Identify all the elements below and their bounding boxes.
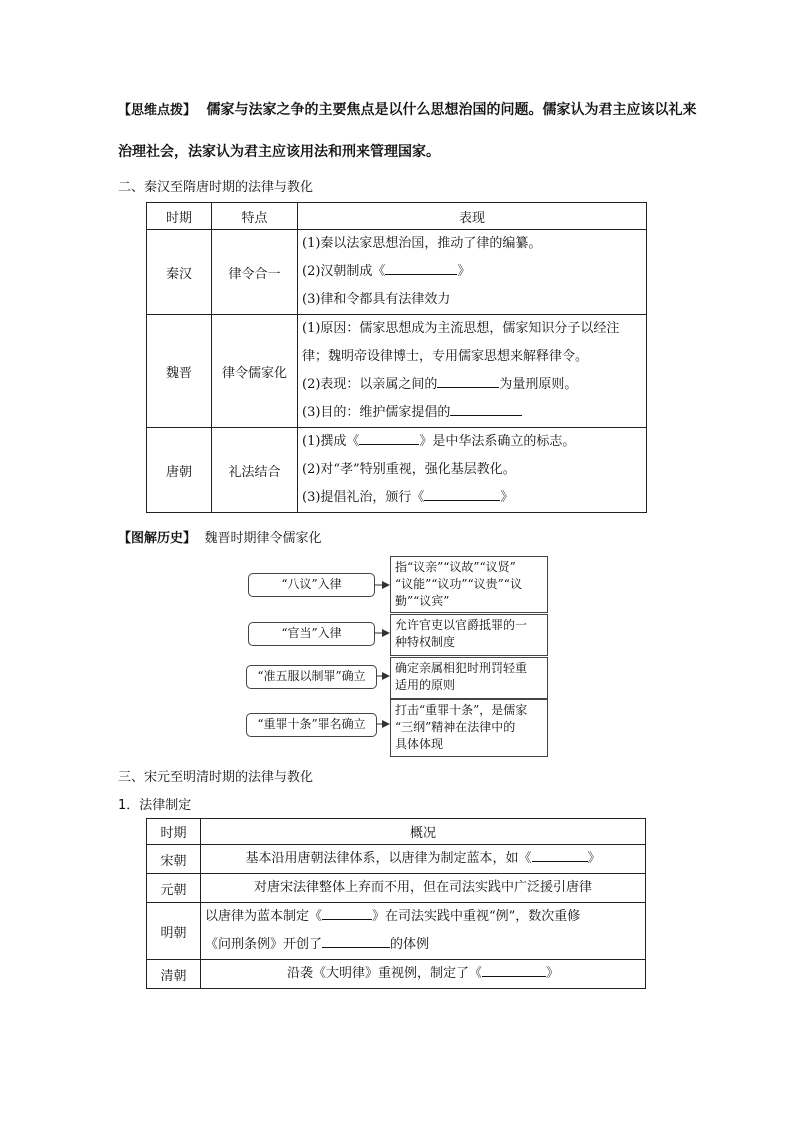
diagram-left-box: “重罪十条”罪名确立 — [246, 713, 377, 737]
table-row — [147, 960, 646, 989]
detail-text: 》 — [500, 490, 514, 505]
table-header-row — [147, 819, 646, 845]
tip-text-line2: 治理社会，法家认为君主应该用法和刑来管理国家。 — [118, 144, 440, 160]
period-cell: 清朝 — [147, 960, 201, 989]
period-cell: 唐朝 — [147, 428, 212, 513]
detail-text: (3)律和令都具有法律效力 — [302, 292, 451, 307]
overview-text: 以唐律为蓝本制定《 — [205, 909, 323, 924]
overview-text: 《问刑条例》开创了 — [205, 937, 323, 952]
detail-text: (1)撰成《 — [302, 434, 360, 449]
fill-blank[interactable] — [322, 907, 372, 920]
fill-blank[interactable] — [322, 935, 390, 948]
period-cell: 元朝 — [147, 874, 201, 903]
overview-text: 》 — [587, 851, 601, 866]
period-cell: 明朝 — [147, 903, 201, 960]
diagram-text: 勤”“议宾” — [395, 594, 450, 608]
period-cell: 宋朝 — [147, 845, 201, 874]
diagram-left-box: “八议”入律 — [248, 573, 375, 597]
diagram-text: “三纲”精神在法律中的 — [395, 720, 516, 734]
diagram-left-box: “准五服以制罪”确立 — [246, 665, 377, 689]
diagram-text: 适用的原则 — [395, 678, 456, 692]
table-row — [147, 874, 646, 903]
diagram-text: 指“议亲”“议故”“议贤” — [395, 560, 516, 574]
detail-text: 》 — [457, 264, 471, 279]
detail-text: (3)提倡礼治，颁行《 — [302, 490, 425, 505]
detail-text: 为量刑原则。 — [499, 377, 578, 392]
detail-text: (2)对“孝”特别重视，强化基层教化。 — [302, 462, 516, 477]
detail-text: 》是中华法系确立的标志。 — [419, 434, 576, 449]
diagram-text: 种特权制度 — [395, 635, 456, 649]
overview-cell — [201, 845, 646, 874]
diagram-text: 允许官吏以官爵抵罪的一 — [395, 618, 528, 632]
table-row — [147, 903, 646, 960]
overview-text: 对唐宋法律整体上弃而不用，但在司法实践中广泛援引唐律 — [253, 880, 592, 895]
detail-text: (1)原因：儒家思想成为主流思想，儒家知识分子以经注 — [302, 321, 620, 336]
diagram-text: 确定亲属相犯时刑罚轻重 — [395, 661, 528, 675]
period-cell: 秦汉 — [147, 230, 212, 315]
overview-cell — [201, 903, 646, 960]
header-detail: 表现 — [298, 203, 647, 230]
feature-cell: 律令儒家化 — [212, 315, 298, 428]
period-cell: 魏晋 — [147, 315, 212, 428]
table-row — [147, 845, 646, 874]
overview-text: 》 — [546, 966, 560, 981]
overview-text: 基本沿用唐朝法律体系，以唐律为制定蓝本，如《 — [245, 851, 532, 866]
detail-text: (3)目的：维护儒家提倡的 — [302, 405, 451, 420]
section2-heading: 二、秦汉至隋唐时期的法律与教化 — [118, 180, 314, 195]
section3-subheading: 1．法律制定 — [118, 798, 192, 813]
overview-text: 的体例 — [390, 937, 430, 952]
header-feature: 特点 — [212, 203, 298, 230]
diagram-tag: 【图解历史】 — [118, 531, 197, 546]
detail-text: (2)表现：以亲属之间的 — [302, 377, 438, 392]
tip-text-line1: 儒家与法家之争的主要焦点是以什么思想治国的问题。儒家认为君主应该以礼来 — [206, 102, 697, 118]
diagram-left-box: “官当”入律 — [248, 622, 375, 646]
detail-text: 律；魏明帝设律博士，专用儒家思想来解释律令。 — [302, 349, 589, 364]
header-period: 时期 — [147, 203, 212, 230]
header-overview: 概况 — [201, 819, 646, 845]
diagram-title: 魏晋时期律令儒家化 — [204, 531, 322, 546]
section3-table — [146, 818, 646, 989]
overview-cell — [201, 960, 646, 989]
tip-tag: 【思维点拨】 — [118, 103, 197, 118]
detail-text: (1)秦以法家思想治国，推动了律的编纂。 — [302, 236, 542, 251]
overview-text: 沿袭《大明律》重视例，制定了《 — [286, 966, 482, 981]
overview-text: 》在司法实践中重视“例”，数次重修 — [372, 909, 581, 924]
header-period: 时期 — [147, 819, 201, 845]
overview-cell — [201, 874, 646, 903]
feature-cell: 律令合一 — [212, 230, 298, 315]
fill-blank[interactable] — [482, 964, 546, 977]
detail-text: (2)汉朝制成《 — [302, 264, 386, 279]
diagram-text: 具体体现 — [395, 737, 444, 751]
diagram-text: “议能”“议功”“议贵”“议 — [395, 577, 522, 591]
fill-blank[interactable] — [532, 849, 588, 862]
diagram-text: 打击“重罪十条”，是儒家 — [395, 703, 528, 717]
feature-cell: 礼法结合 — [212, 428, 298, 513]
section3-heading: 三、宋元至明清时期的法律与教化 — [118, 770, 314, 785]
